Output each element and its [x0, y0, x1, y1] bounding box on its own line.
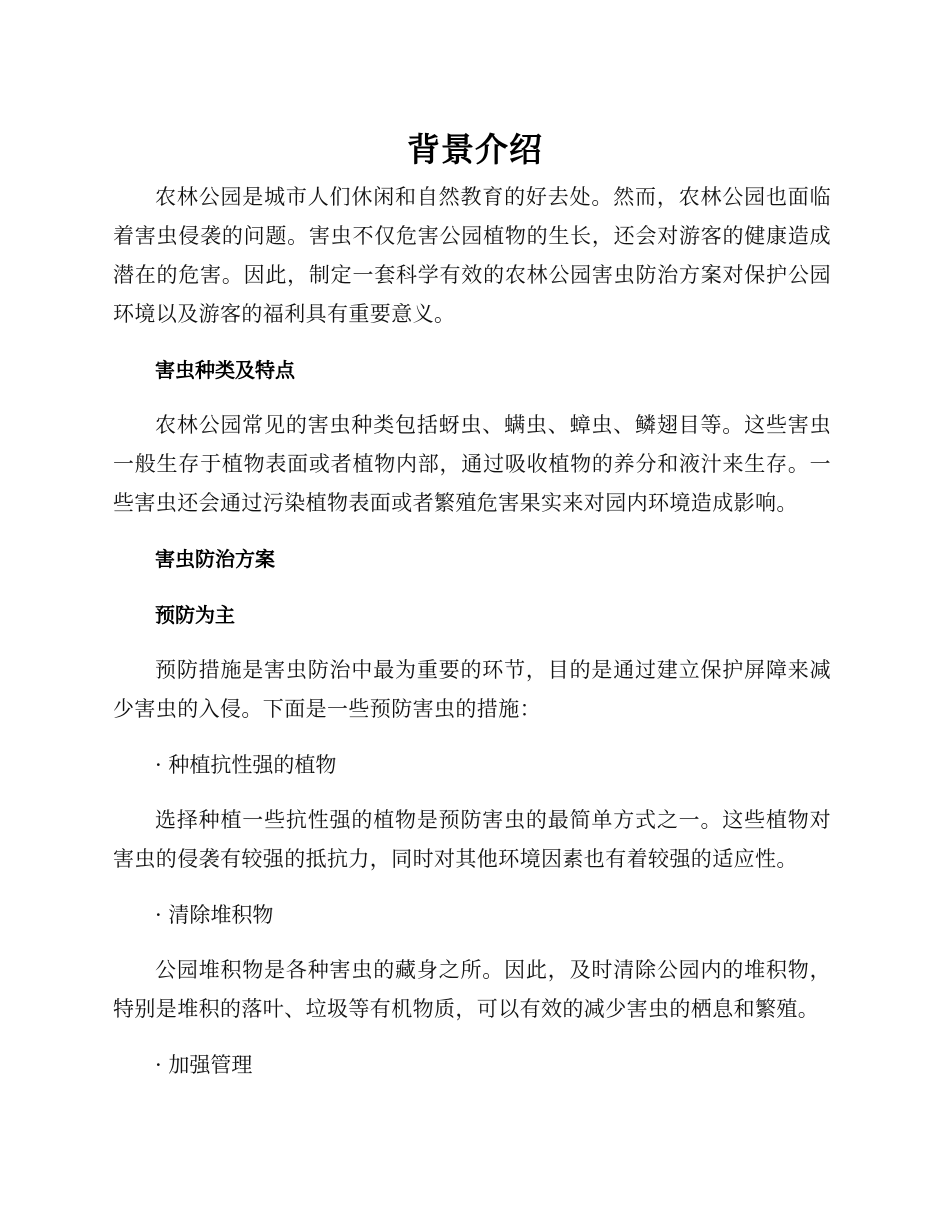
bullet-strengthen-management: · 加强管理: [155, 1053, 253, 1077]
page-title: 背景介绍: [407, 130, 543, 169]
bullet-resistant-plants: · 种植抗性强的植物: [155, 753, 337, 777]
prevention-paragraph: 预防措施是害虫防治中最为重要的环节，目的是通过建立保护屏障来减少害虫的入侵。下面是一些预防害虫的措施：: [113, 658, 831, 721]
document-body: [113, 178, 831, 1085]
bullet-clear-debris: · 清除堆积物: [155, 903, 274, 927]
pest-types-paragraph: 农林公园常见的害虫种类包括蚜虫、螨虫、蟑虫、鳞翅目等。这些害虫一般生存于植物表面或者植物内部，通过吸收植物的养分和液汁来生存。一些害虫还会通过污染植物表面或者繁殖危害果实来对园内环境造成影响。: [113, 413, 831, 515]
resistant-plants-paragraph: 选择种植一些抗性强的植物是预防害虫的最简单方式之一。这些植物对害虫的侵袭有较强的抵抗力，同时对其他环境因素也有着较强的适应性。: [113, 808, 831, 871]
clear-debris-paragraph: 公园堆积物是各种害虫的藏身之所。因此，及时清除公园内的堆积物，特别是堆积的落叶、垃圾等有机物质，可以有效的减少害虫的栖息和繁殖。: [113, 958, 831, 1021]
section-heading-control-plan: 害虫防治方案: [155, 547, 275, 571]
section-heading-pest-types: 害虫种类及特点: [155, 358, 295, 382]
section-heading-prevention: 预防为主: [155, 603, 235, 627]
intro-paragraph: 农林公园是城市人们休闲和自然教育的好去处。然而，农林公园也面临着害虫侵袭的问题。害虫不仅危害公园植物的生长，还会对游客的健康造成潜在的危害。因此，制定一套科学有效的农林公园害虫防治方案对保护公园环境以及游客的福利具有重要意义。: [113, 185, 831, 326]
